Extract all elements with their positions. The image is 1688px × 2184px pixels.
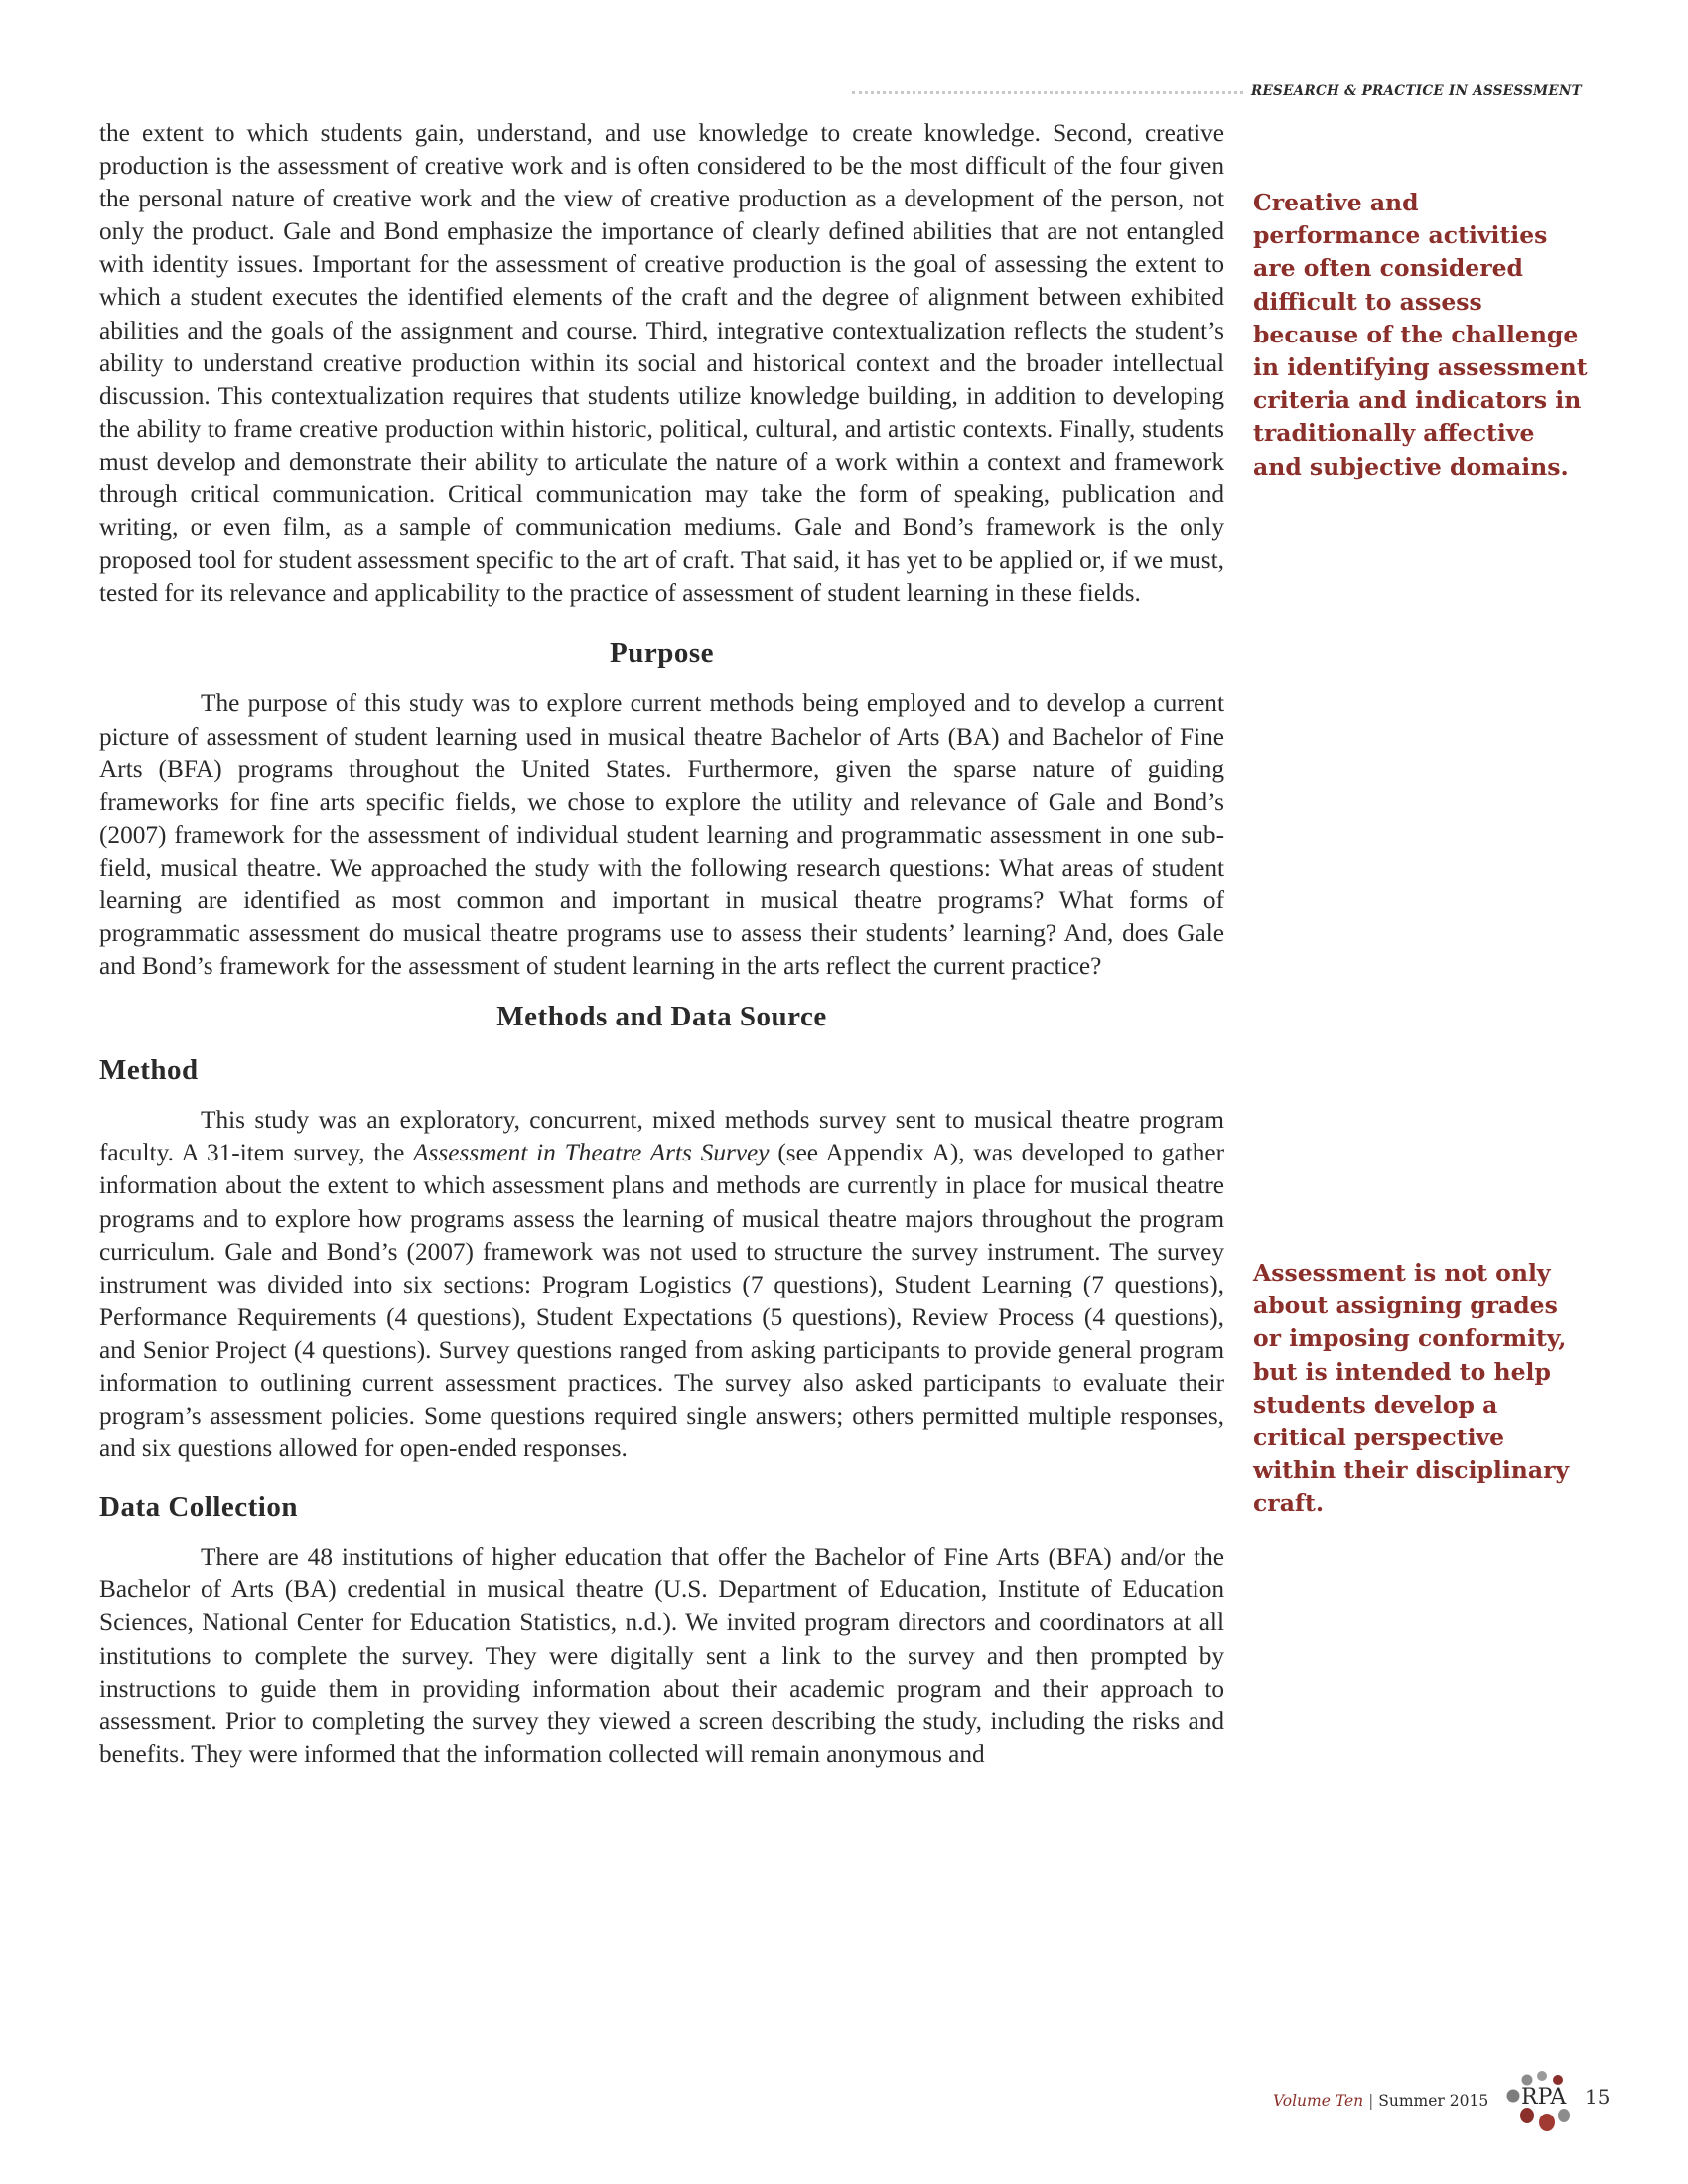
logo-dot bbox=[1507, 2090, 1520, 2103]
article-body bbox=[99, 117, 1224, 1771]
pull-quote-assessment-purpose: Assessment is not only about assigning grades or imposing conformity, but is intended to help students develop a critical perspective within their disciplinary craft. bbox=[1253, 1259, 1570, 1518]
logo-dot bbox=[1537, 2071, 1547, 2081]
logo-dot bbox=[1522, 2075, 1533, 2086]
footer-separator: | bbox=[1368, 2092, 1374, 2110]
paragraph-data-collection: There are 48 institutions of higher education that offer the Bachelor of Fine Arts (BFA) and/or the Bachelor of Arts (BA) credential in musical theatre (U.S. Department of Education, Institute of Education Sciences, National Center for Education Statistics, n.d.). We invited program directors and coordinators at all institutions to complete the survey. They were digitally sent a link to the survey and then prompted by instructions to guide them in providing information about their academic program and their approach to assessment. Prior to completing the survey they viewed a screen describing the study, including the risks and benefits. They were informed that the information collected will remain anonymous and bbox=[99, 1543, 1224, 1768]
logo-dot bbox=[1558, 2109, 1570, 2122]
season-label: Summer 2015 bbox=[1378, 2092, 1489, 2110]
issue-info bbox=[1273, 2092, 1488, 2110]
logo-dot bbox=[1539, 2114, 1555, 2131]
rpa-logo-icon bbox=[1497, 2070, 1589, 2135]
heading-method: Method bbox=[99, 1054, 199, 1087]
heading-data-collection: Data Collection bbox=[99, 1491, 298, 1524]
pull-quote-creative-performance: Creative and performance activities are often considered difficult to assess because of the challenge in identifying assessment criteria and indicators in traditionally affective and subjective domains. bbox=[1253, 189, 1588, 480]
journal-running-title: RESEARCH & PRACTICE IN ASSESSMENT bbox=[1250, 83, 1582, 99]
logo-text: RPA bbox=[1521, 2085, 1567, 2110]
heading-methods-data-source: Methods and Data Source bbox=[496, 1001, 827, 1033]
running-header bbox=[852, 79, 1582, 103]
volume-label: Volume Ten bbox=[1273, 2092, 1364, 2110]
method-text-b: (see Appendix A), was developed to gather information about the extent to which assessment plans and methods are currently in place for musical theatre programs and to explore how programs assess the learning of musical theatre majors throughout the program curriculum. Gale and Bond’s (2007) framework was not used to structure the survey instrument. The survey instrument was divided into six sections: Program Logistics (7 questions), Student Learning (7 questions), Performance Requirements (4 questions), Student Expectations (5 questions), Review Process (4 questions), and Senior Project (4 questions). Survey questions ranged from asking participants to provide general program information to outlining current assessment practices. The survey also asked participants to evaluate their program’s assessment policies. Some questions required single answers; others permitted multiple responses, and six questions allowed for open-ended responses. bbox=[99, 1139, 1225, 1463]
header-dotted-rule bbox=[852, 91, 1243, 94]
logo-dot bbox=[1520, 2108, 1534, 2123]
paragraph-method bbox=[99, 1104, 1224, 1465]
method-text-a: This study was an exploratory, concurrent, mixed methods survey sent to musical theatre program faculty. A 31-item survey, the bbox=[99, 1106, 1224, 1167]
paragraph-purpose: The purpose of this study was to explore current methods being employed and to develop a current picture of assessment of student learning used in musical theatre Bachelor of Arts (BA) and Bachelor of Fine Arts (BFA) programs throughout the United States. Furthermore, given the sparse nature of guiding frameworks for fine arts specific fields, we chose to explore the utility and relevance of Gale and Bond’s (2007) framework for the assessment of individual student learning and programmatic assessment in one sub-field, musical theatre. We approached the study with the following research questions: What areas of student learning are identified as most common and important in musical theatre programs? What forms of programmatic assessment do musical theatre programs use to assess their students’ learning? And, does Gale and Bond’s framework for the assessment of student learning in the arts reflect the current practice? bbox=[99, 689, 1224, 981]
page-number: 15 bbox=[1585, 2085, 1611, 2109]
logo-dot bbox=[1553, 2075, 1563, 2085]
heading-purpose: Purpose bbox=[610, 637, 714, 670]
paragraph-framework-continued: the extent to which students gain, understand, and use knowledge to create knowledge. Second, creative production is the assessment of creative work and is often considered to be the most difficult of the four given the personal nature of creative work and the view of creative production as a development of the person, not only the product. Gale and Bond emphasize the importance of clearly defined abilities that are not entangled with identity issues. Important for the assessment of creative production is the goal of assessing the extent to which a student executes the identified elements of the craft and the degree of alignment between exhibited abilities and the goals of the assignment and course. Third, integrative contextualization reflects the student’s ability to understand creative production within its social and historical context and the broader intellectual discussion. This contextualization requires that students utilize knowledge building, in addition to developing the ability to frame creative production within historic, political, cultural, and artistic contexts. Finally, students must develop and demonstrate their ability to articulate the nature of a work within a context and framework through critical communication. Critical communication may take the form of speaking, publication and writing, or even film, as a sample of communication mediums. Gale and Bond’s framework is the only proposed tool for student assessment specific to the art of craft. That said, it has yet to be applied or, if we must, tested for its relevance and applicability to the practice of assessment of student learning in these fields. bbox=[99, 119, 1224, 608]
survey-title-italic: Assessment in Theatre Arts Survey bbox=[413, 1139, 770, 1167]
page-footer bbox=[1261, 2070, 1618, 2139]
